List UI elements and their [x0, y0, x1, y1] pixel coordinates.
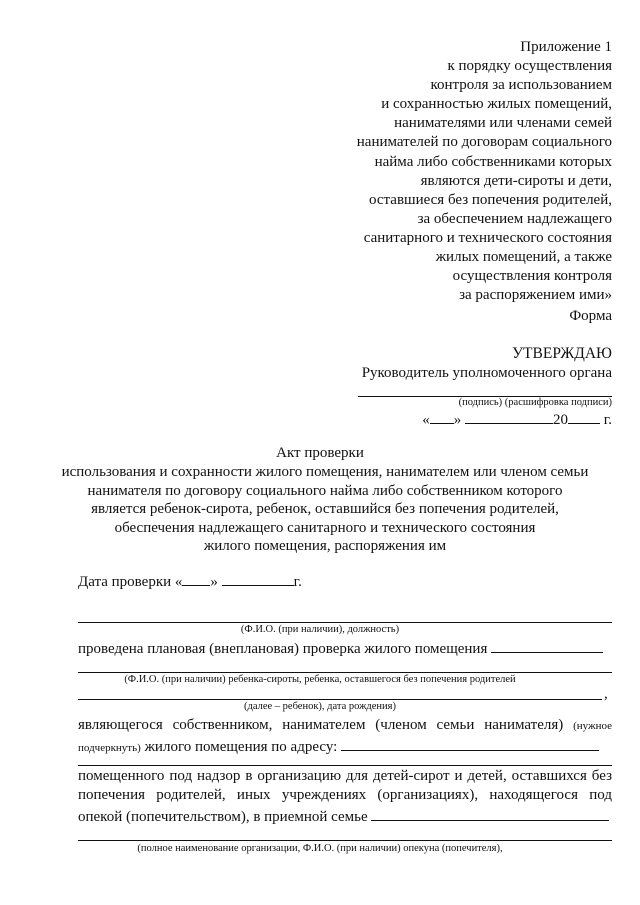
organization-field[interactable] — [78, 840, 612, 841]
address-row — [78, 736, 612, 756]
appendix-line: являются дети-сироты и дети, — [420, 172, 612, 189]
owner-text: являющегося собственником, нанимателем (членом семьи нанимателя) — [78, 717, 564, 733]
appendix-line: и сохранностью жилых помещений, — [381, 96, 612, 113]
appendix-line: нанимателями или членами семей — [394, 115, 612, 132]
inspection-row — [78, 638, 612, 658]
act-line: нанимателя по договору социального найма либо собственником которого — [87, 482, 563, 499]
appendix-line: осуществления контроля — [452, 268, 612, 285]
act-line: использования и сохранности жилого помещения, нанимателем или членом семьи — [61, 464, 589, 480]
check-date-suffix: г. — [293, 574, 302, 590]
dwelling-field[interactable] — [491, 638, 603, 653]
act-line: является ребенок-сирота, ребенок, оставшийся без попечения родителей, — [91, 501, 559, 518]
appendix-line: санитарного и технического состояния — [363, 229, 612, 246]
address-text: жилого помещения по адресу: — [144, 739, 338, 755]
date-open-quote: « — [422, 412, 430, 428]
inspector-field[interactable] — [78, 622, 612, 623]
year-field[interactable] — [568, 410, 600, 424]
check-date-label: Дата проверки « — [78, 574, 183, 590]
act-subject — [60, 463, 590, 556]
appendix-line: жилых помещений, а также — [435, 249, 612, 266]
child-caption: (Ф.И.О. (при наличии) ребенка-сироты, ребенка, оставшегося без попечения родителей — [124, 674, 516, 685]
appendix-line: оставшиеся без попечения родителей, — [369, 191, 612, 208]
address-field-continued[interactable] — [78, 765, 612, 766]
appendix-line: Приложение 1 — [520, 39, 612, 55]
check-day-field[interactable] — [182, 572, 210, 586]
appendix-line: контроля за использованием — [430, 77, 612, 94]
approval-heading: УТВЕРЖДАЮ — [512, 345, 612, 362]
act-title: Акт проверки — [276, 445, 364, 461]
foster-text: опекой (попечительством), в приемной семье — [78, 809, 368, 825]
foster-row — [78, 806, 612, 826]
appendix-line: за обеспечением надлежащего — [417, 210, 612, 227]
appendix-line: нанимателей по договорам социального — [356, 134, 612, 151]
child-field-comma: , — [604, 686, 608, 702]
date-close-quote: » — [453, 412, 462, 428]
signature-caption: (подпись) (расшифровка подписи) — [458, 397, 612, 408]
placement-line: помещенного под надзор в организацию для детей-сирот и детей, оставшихся без — [78, 768, 612, 784]
year-prefix: 20 — [553, 412, 569, 428]
approver-title: Руководитель уполномоченного органа — [361, 365, 612, 381]
approval-date — [422, 410, 612, 429]
child-dob-caption: (далее – ребенок), дата рождения) — [244, 701, 396, 712]
inspector-caption: (Ф.И.О. (при наличии), должность) — [240, 624, 400, 635]
act-line: обеспечения надлежащего санитарного и технического состояния — [114, 519, 536, 536]
form-label: Форма — [569, 308, 612, 324]
appendix-line: найма либо собственниками которых — [374, 153, 612, 170]
year-suffix: г. — [603, 412, 612, 428]
foster-field[interactable] — [371, 806, 609, 821]
day-field[interactable] — [430, 410, 454, 424]
address-field[interactable] — [341, 736, 599, 751]
check-month-field[interactable] — [222, 572, 294, 586]
act-line: жилого помещения, распоряжения им — [203, 538, 447, 555]
owner-note: (нужное — [573, 720, 612, 732]
underline-note: подчеркнуть) — [78, 742, 141, 754]
inspection-text: проведена плановая (внеплановая) проверка жилого помещения — [78, 641, 488, 657]
owner-row — [78, 717, 612, 734]
check-date — [78, 572, 302, 591]
appendix-line: к порядку осуществления — [447, 58, 612, 75]
child-field[interactable] — [78, 699, 602, 700]
organization-caption: (полное наименование организации, Ф.И.О. (при наличии) опекуна (попечителя), — [137, 843, 503, 854]
appendix-line: за распоряжением ими» — [459, 287, 612, 304]
month-field[interactable] — [465, 410, 553, 424]
check-date-close-quote: » — [210, 574, 218, 590]
appendix-block — [357, 38, 612, 305]
placement-line: попечения родителей, иных учреждениях (организациях), находящегося под — [78, 787, 612, 803]
dwelling-field-continued[interactable] — [78, 672, 612, 673]
